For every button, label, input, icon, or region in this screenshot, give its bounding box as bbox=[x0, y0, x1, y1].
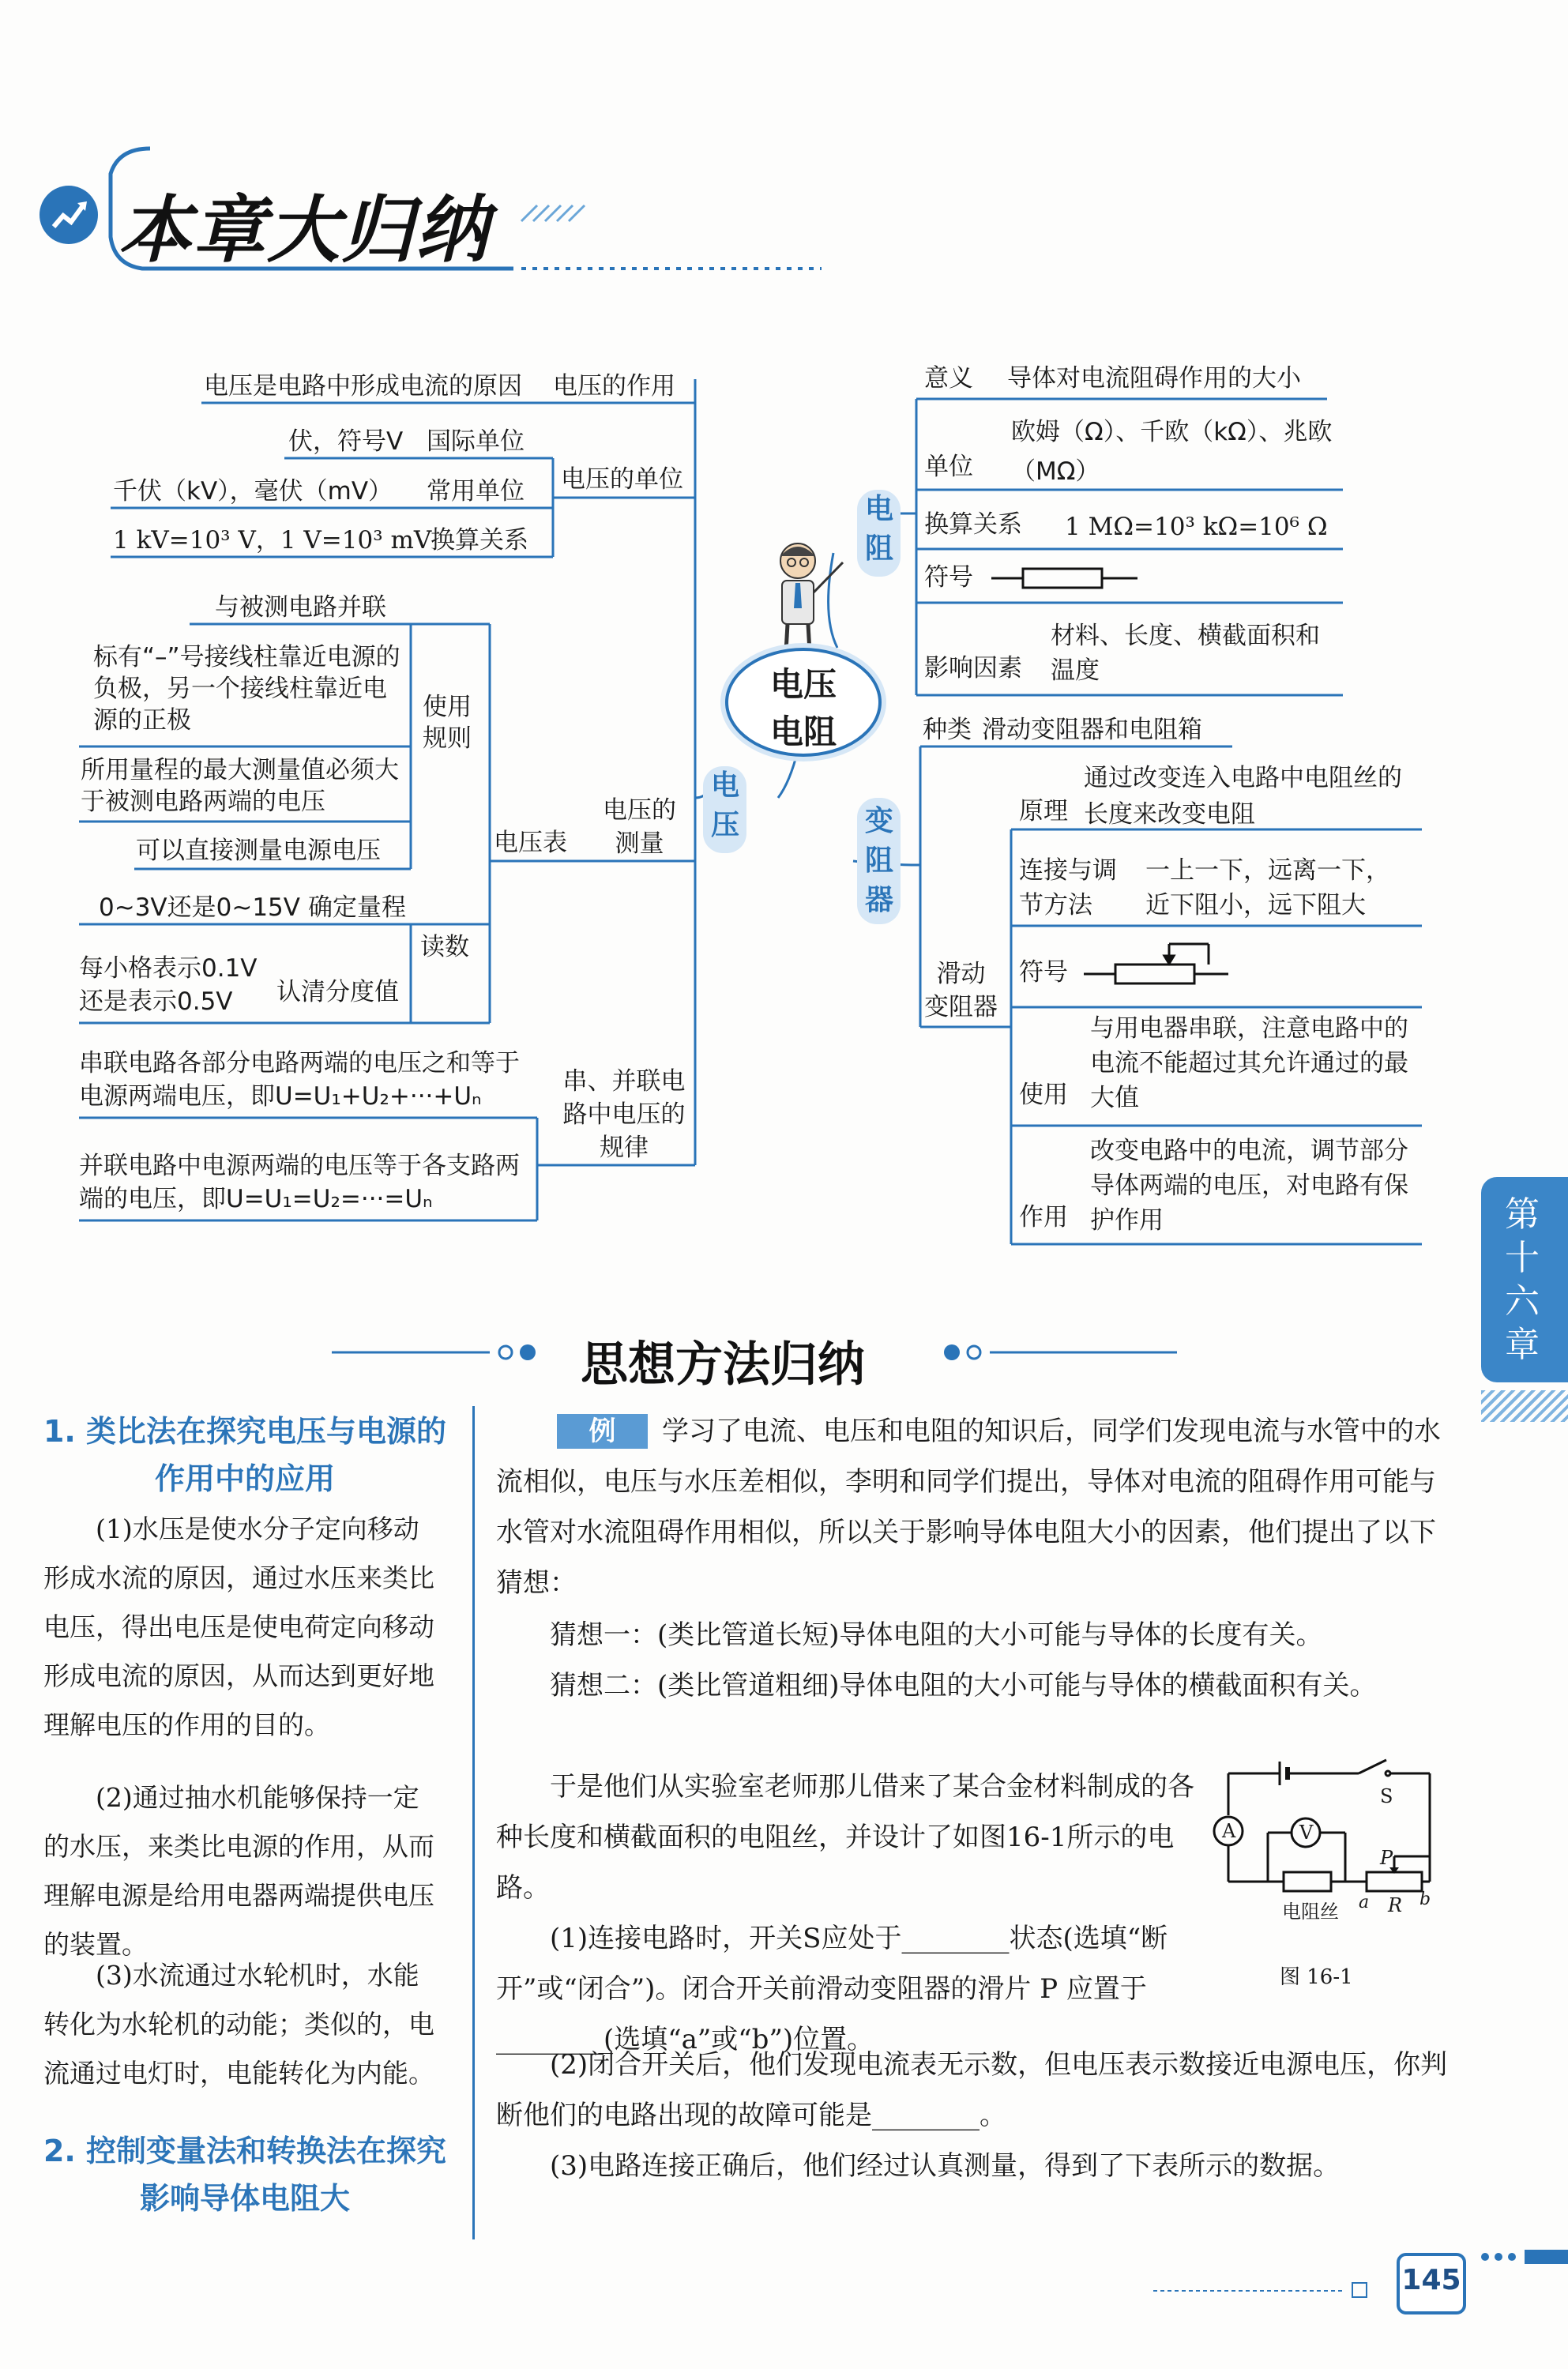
method-paragraph-3: (3)水流通过水轮机时，水能转化为水轮机的动能；类似的，电流通过电灯时，电能转化为内能。 bbox=[43, 1960, 434, 2089]
measure-label-line2: 测量 bbox=[615, 829, 664, 858]
unit-intl-label: 国际单位 bbox=[427, 427, 525, 456]
principle-label: 原理 bbox=[1019, 797, 1068, 825]
connect-label: 连接与调节方法 bbox=[1019, 856, 1117, 919]
slider-label-line2: 变阻器 bbox=[924, 993, 998, 1021]
figure-label-wire: 电阻丝 bbox=[1282, 1901, 1339, 1923]
figure-label-p: P bbox=[1380, 1847, 1393, 1869]
symbol-label: 符号 bbox=[924, 563, 973, 592]
figure-label-a: A bbox=[1222, 1820, 1236, 1842]
effect-text: 改变电路中的电流，调节部分导体两端的电压，对电路有保护作用 bbox=[1090, 1137, 1408, 1235]
branch-voltage-title: 电压 bbox=[711, 769, 740, 841]
method-paragraph-2: (2)通过抽水机能够保持一定的水压，来类比电源的作用，从而理解电源是给用电器两端提供电压的装置。 bbox=[43, 1782, 434, 1960]
unit-common-text: 千伏（kV），毫伏（mV） bbox=[113, 477, 393, 506]
voltage-role-text: 电压是电路中形成电流的原因 bbox=[204, 372, 522, 400]
unit-intl-text: 伏，符号V bbox=[288, 427, 404, 456]
rule4-text: 可以直接测量电源电压 bbox=[136, 837, 381, 865]
usage-label-line1: 使用 bbox=[423, 693, 472, 721]
division-text: 每小格表示0.1V还是表示0.5V bbox=[79, 954, 258, 1016]
unit-convert-text: 1 kV=10³ V，1 V=10³ mV bbox=[113, 526, 432, 555]
slider-label-line1: 滑动 bbox=[936, 960, 986, 988]
unit-convert-label: 换算关系 bbox=[431, 526, 528, 555]
principle-text: 通过改变连入电路中电阻丝的长度来改变电阻 bbox=[1084, 764, 1402, 829]
meter-label: 电压表 bbox=[494, 829, 567, 857]
rule3-text: 所用量程的最大测量值必须大于被测电路两端的电压 bbox=[81, 756, 399, 816]
example-badge: 例 bbox=[557, 1414, 648, 1449]
figure-label-s: S bbox=[1380, 1785, 1393, 1807]
meaning-label: 意义 bbox=[924, 364, 973, 393]
parallel-law: 并联电路中电源两端的电压等于各支路两端的电压，即U=U₁=U₂=···=Uₙ bbox=[79, 1152, 520, 1213]
figure-label-a-end: a bbox=[1359, 1893, 1370, 1912]
branch-rheostat-title: 变阻器 bbox=[865, 805, 894, 916]
laws-label: 串、并联电路中电压的规律 bbox=[562, 1067, 686, 1162]
method-heading-1: 1. 类比法在探究电压与电源的作用中的应用 bbox=[43, 1414, 447, 1496]
units-label: 电压的单位 bbox=[561, 465, 683, 494]
method-heading-2: 2. 控制变量法和转换法在探究影响导体电阻大 bbox=[43, 2134, 447, 2216]
figure-label-b: b bbox=[1419, 1890, 1431, 1909]
convert-label: 换算关系 bbox=[924, 510, 1022, 539]
figure-label-v: V bbox=[1299, 1822, 1314, 1844]
chapter-side-tab-text: 第十六章 bbox=[1505, 1194, 1540, 1365]
connect-text: 一上一下，远离一下，近下阻小，远下阻大 bbox=[1145, 856, 1390, 919]
hypothesis-2: 猜想二：(类比管道粗细)导体电阻的大小可能与导体的横截面积有关。 bbox=[550, 1670, 1377, 1702]
kinds-text: 滑动变阻器和电阻箱 bbox=[982, 716, 1202, 744]
example-paragraph-2: 于是他们从实验室老师那儿借来了某合金材料制成的各种长度和横截面积的电阻丝，并设计了如图16-1所示的电路。 bbox=[496, 1771, 1194, 1904]
question-2: (2)闭合开关后，他们发现电流表无示数，但电压表示数接近电源电压，你判断他们的电路出现的故障可能是________。 bbox=[496, 2049, 1448, 2131]
use-text: 与用电器串联，注意电路中的电流不能超过其允许通过的最大值 bbox=[1090, 1014, 1408, 1112]
reading-label: 读数 bbox=[420, 933, 469, 961]
branch-resistance-title: 电阻 bbox=[865, 493, 894, 565]
effect-label: 作用 bbox=[1019, 1203, 1068, 1232]
unit-label: 单位 bbox=[924, 453, 973, 481]
factors-label: 影响因素 bbox=[924, 654, 1022, 682]
usage-label-line2: 规则 bbox=[423, 724, 472, 753]
factors-text: 材料、长度、横截面积和温度 bbox=[1051, 622, 1320, 685]
hypothesis-1: 猜想一：(类比管道长短)导体电阻的大小可能与导体的长度有关。 bbox=[550, 1619, 1323, 1651]
question-3: (3)电路连接正确后，他们经过认真测量，得到了下表所示的数据。 bbox=[550, 2150, 1341, 2182]
page-number: 145 bbox=[1401, 2264, 1461, 2296]
question-1: (1)连接电路时，开关S应处于________状态(选填“断开”或“闭合”)。闭合开关前滑动变阻器的滑片 P 应置于________(选填“a”或“b”)位置。 bbox=[496, 1923, 1168, 2055]
range-label: 确定量程 bbox=[308, 893, 406, 922]
use-label: 使用 bbox=[1019, 1081, 1068, 1109]
slider-symbol-label: 符号 bbox=[1019, 958, 1068, 987]
kinds-label: 种类 bbox=[923, 716, 972, 744]
voltage-role-label: 电压的作用 bbox=[553, 372, 675, 400]
center-line2: 电阻 bbox=[769, 713, 837, 751]
figure-caption: 图 16-1 bbox=[1280, 1965, 1353, 1989]
section-title: 思想方法归纳 bbox=[581, 1337, 865, 1393]
measure-label-line1: 电压的 bbox=[603, 796, 676, 825]
page-title: 本章大归纳 bbox=[118, 188, 491, 273]
rule2-text: 标有“–”号接线柱靠近电源的负极，另一个接线柱靠近电源的正极 bbox=[93, 643, 400, 735]
convert-text: 1 MΩ=10³ kΩ=10⁶ Ω bbox=[1065, 513, 1328, 541]
division-label: 认清分度值 bbox=[276, 978, 399, 1006]
method-paragraph-1: (1)水压是使水分子定向移动形成水流的原因，通过水压来类比电压，得出电压是使电荷定向移动形成电流的原因，从而达到更好地理解电压的作用的目的。 bbox=[43, 1514, 434, 1740]
center-line1: 电压 bbox=[769, 665, 837, 704]
range-text: 0~3V还是0~15V bbox=[99, 893, 300, 922]
unit-text: 欧姆（Ω）、千欧（kΩ）、兆欧（MΩ） bbox=[1011, 418, 1333, 486]
rule1-text: 与被测电路并联 bbox=[215, 593, 386, 622]
meaning-text: 导体对电流阻碍作用的大小 bbox=[1007, 364, 1301, 393]
unit-common-label: 常用单位 bbox=[427, 477, 525, 506]
example-paragraph-1: 学习了电流、电压和电阻的知识后，同学们发现电流与水管中的水流相似，电压与水压差相似，李明和同学们提出，导体对电流的阻碍作用可能与水管对水流阻碍作用相似，所以关于影响导体电阻大小的因素，他们提出了以下猜想： bbox=[496, 1416, 1441, 1599]
figure-label-r: R bbox=[1388, 1894, 1403, 1916]
series-law: 串联电路各部分电路两端的电压之和等于电源两端电压，即U=U₁+U₂+···+Uₙ bbox=[79, 1049, 520, 1111]
